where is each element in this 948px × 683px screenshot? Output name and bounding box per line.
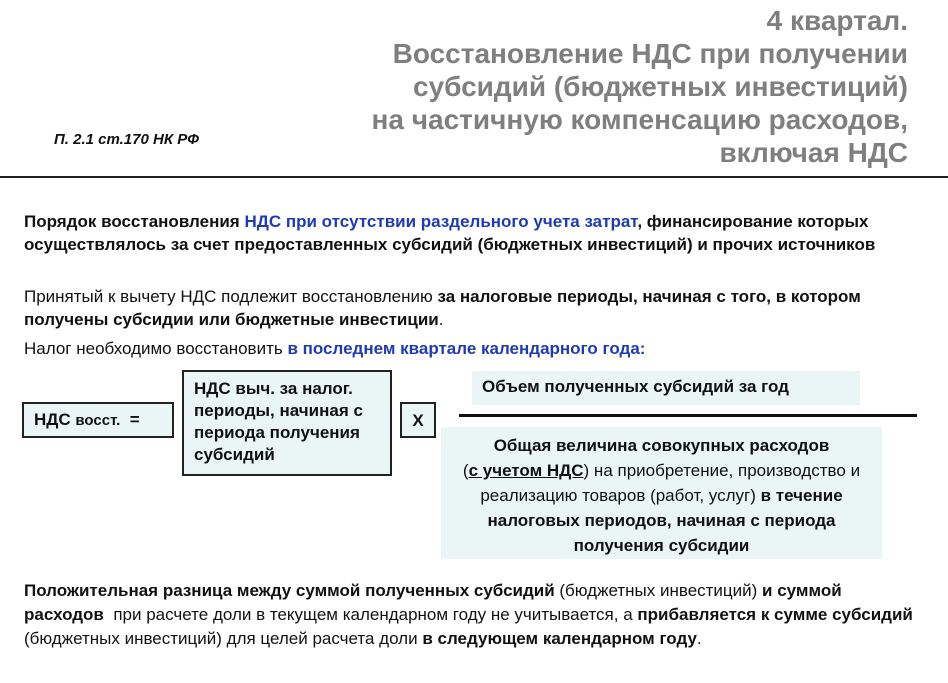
formula-multiply-box: X <box>400 402 436 438</box>
title-line-5: включая НДС <box>719 137 908 168</box>
paragraph-last-quarter: Налог необходимо восстановить в последнем квартале календарного года: <box>24 339 646 358</box>
slide-title <box>268 4 908 169</box>
fraction-line <box>459 414 917 417</box>
title-line-1: 4 квартал. <box>766 5 908 36</box>
paragraph-procedure: Порядок восстановления НДС при отсутствии раздельного учета затрат, финансирование которых осуществлялось за счет предоставленных субсидий (бюджетных инвестиций) и прочих источников <box>24 212 876 254</box>
divider <box>0 176 948 178</box>
title-line-2: Восстановление НДС при получении <box>392 38 908 69</box>
paragraph-positive-difference: Положительная разница между суммой полученных субсидий (бюджетных инвестиций) и суммой расходов при расчете доли в текущем календарном году не учитывается, а прибавляется к сумме субсидий (бюджетных инвестиций) для целей расчета доли в следующем календарном году. <box>24 581 913 648</box>
title-line-4: на частичную компенсацию расходов, <box>371 104 908 135</box>
law-reference: П. 2.1 ст.170 НК РФ <box>54 131 199 148</box>
formula-denominator-box: Общая величина совокупных расходов (с учетом НДС) на приобретение, производство и реализацию товаров (работ, услуг) в течение налоговых периодов, начиная с периода получения субсидии <box>441 427 882 559</box>
title-line-3: субсидий (бюджетных инвестиций) <box>413 71 908 102</box>
formula-vat-periods-box: НДС выч. за налог. периоды, начиная с периода получения субсидий <box>182 370 392 476</box>
formula-numerator-box: Объем полученных субсидий за год <box>472 371 860 405</box>
paragraph-restoration: Принятый к вычету НДС подлежит восстановлению за налоговые периоды, начиная с того, в котором получены субсидии или бюджетные инвестиции. <box>24 287 861 329</box>
formula-lhs-box: НДС восст. = <box>22 402 174 438</box>
